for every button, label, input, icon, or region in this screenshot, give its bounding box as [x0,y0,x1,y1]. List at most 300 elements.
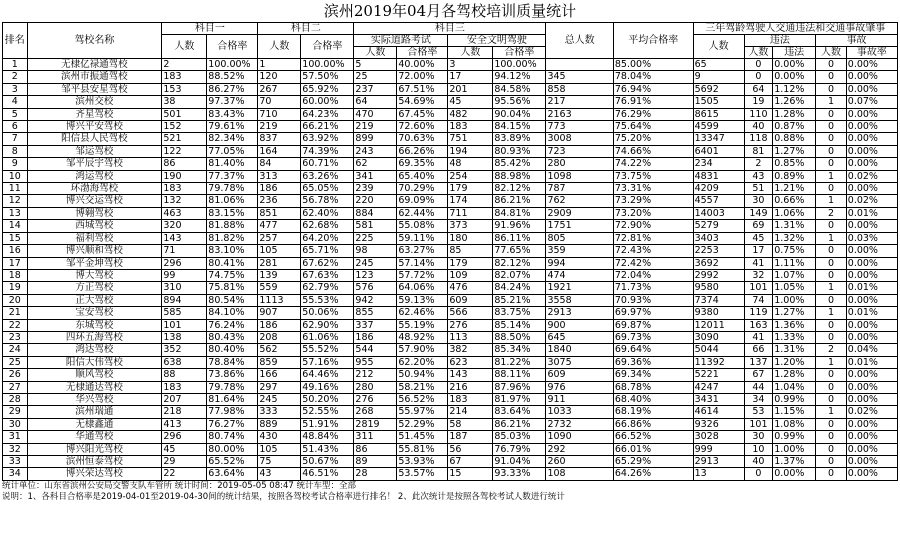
table-cell: 7 [3,133,28,145]
table-cell: 0.02% [846,195,897,207]
table-cell: 0.99% [773,393,816,405]
table-cell: 31 [3,431,28,443]
table-cell: 851 [258,207,301,219]
table-cell: 1.04% [773,381,816,393]
table-cell: 90.04% [493,108,546,120]
table-cell: 85.34% [493,344,546,356]
table-cell: 1751 [546,220,613,232]
table-cell: 186 [258,183,301,195]
table-cell: 53.93% [397,456,448,468]
table-cell: 滨州市振通驾校 [27,71,162,83]
table-cell: 69 [744,220,773,232]
table-cell: 68.40% [613,393,693,405]
table-cell: 85.03% [493,431,546,443]
table-cell: 62.90% [301,319,354,331]
table-cell: 73.20% [613,207,693,219]
table-cell: 64.46% [301,369,354,381]
table-cell: 62.79% [301,282,354,294]
table-cell: 67 [448,456,493,468]
table-cell: 55.97% [397,406,448,418]
table-cell: 267 [258,83,301,95]
table-cell: 81.06% [207,195,258,207]
table-cell: 234 [693,158,744,170]
table-cell: 310 [162,282,207,294]
table-cell: 84.15% [493,121,546,133]
table-cell: 10 [3,170,28,182]
table-cell: 3431 [693,393,744,405]
table-cell: 225 [354,232,397,244]
table-cell: 79.78% [207,183,258,195]
table-cell: 2 [162,59,207,71]
table-row [3,195,898,207]
table-cell: 34 [744,393,773,405]
table-cell: 0.00% [846,245,897,257]
table-cell: 81.97% [493,393,546,405]
table-cell: 899 [354,133,397,145]
table-cell: 187 [448,431,493,443]
table-cell: 1.15% [773,406,816,418]
table-cell: 100.00% [493,59,546,71]
table-cell: 0 [816,59,847,71]
table-cell: 29 [3,406,28,418]
table-cell: 85 [448,245,493,257]
table-cell [546,59,613,71]
table-cell: 94.12% [493,71,546,83]
table-cell: 正大驾校 [27,294,162,306]
header-s1-count: 人数 [162,35,207,59]
table-cell: 5044 [693,344,744,356]
table-cell: 74.75% [207,269,258,281]
table-cell: 88.52% [207,71,258,83]
table-cell: 17 [744,245,773,257]
table-cell: 56.52% [397,393,448,405]
table-cell: 183 [162,71,207,83]
table-cell: 559 [258,282,301,294]
table-cell: 福利驾校 [27,232,162,244]
table-cell: 83.10% [207,245,258,257]
table-cell: 859 [258,356,301,368]
table-cell: 1.32% [773,232,816,244]
table-cell: 65.29% [613,456,693,468]
table-cell: 0.00% [846,121,897,133]
table-cell: 79.78% [207,381,258,393]
table-cell: 101 [744,282,773,294]
table-cell: 80.93% [493,145,546,157]
table-cell: 82.34% [207,133,258,145]
table-cell: 88.11% [493,369,546,381]
table-cell: 81.64% [207,393,258,405]
table-cell: 66.21% [301,121,354,133]
table-cell: 91.96% [493,220,546,232]
table-cell: 359 [546,245,613,257]
table-cell: 337 [354,319,397,331]
table-cell: 70 [258,96,301,108]
table-cell: 4831 [693,170,744,182]
table-cell: 581 [354,220,397,232]
table-row [3,96,898,108]
table-cell: 900 [546,319,613,331]
table-cell: 55.81% [397,443,448,455]
table-cell: 69.36% [613,356,693,368]
table-cell: 73.75% [613,170,693,182]
table-cell: 0 [816,369,847,381]
table-cell: 72.42% [613,257,693,269]
table-cell: 63.92% [301,133,354,145]
table-cell: 1.27% [773,307,816,319]
table-cell: 143 [162,232,207,244]
table-cell: 183 [448,121,493,133]
table-cell: 243 [354,145,397,157]
table-cell: 239 [354,183,397,195]
table-cell: 81.82% [207,232,258,244]
table-row [3,121,898,133]
table-row [3,381,898,393]
table-cell: 83.43% [207,108,258,120]
table-cell: 博兴交运驾校 [27,195,162,207]
table-cell: 0.00% [846,257,897,269]
table-cell: 63.27% [397,245,448,257]
table-cell: 1.26% [773,96,816,108]
table-cell: 9380 [693,307,744,319]
table-cell: 166 [258,369,301,381]
table-cell: 50.67% [301,456,354,468]
table-row [3,183,898,195]
table-cell: 15 [448,468,493,480]
table-cell: 65.40% [397,170,448,182]
table-cell: 9 [3,158,28,170]
table-cell: 186 [258,319,301,331]
table-row [3,331,898,343]
header-subject2: 科目二 [258,23,354,35]
table-cell: 1090 [546,431,613,443]
table-cell: 2913 [693,456,744,468]
table-cell: 66.01% [613,443,693,455]
table-cell: 76.27% [207,418,258,430]
header-safe-count: 人数 [448,47,493,59]
table-cell: 152 [162,121,207,133]
table-cell: 0.00% [846,418,897,430]
table-cell: 1.00% [773,294,816,306]
table-cell: 0.00% [846,71,897,83]
header-s2-rate: 合格率 [301,35,354,59]
table-row [3,207,898,219]
table-cell: 98 [354,245,397,257]
table-cell: 521 [162,133,207,145]
table-cell: 62.44% [397,207,448,219]
table-cell: 153 [162,83,207,95]
table-cell: 65.05% [301,183,354,195]
table-cell: 80.00% [207,443,258,455]
table-cell: 0.02% [846,406,897,418]
table-cell: 999 [693,443,744,455]
table-cell: 894 [162,294,207,306]
table-cell: 67.51% [397,83,448,95]
table-cell: 1 [816,170,847,182]
table-cell: 787 [546,183,613,195]
table-cell: 1.21% [773,183,816,195]
table-cell: 76.29% [613,108,693,120]
table-cell: 80.40% [207,344,258,356]
table-cell: 855 [354,307,397,319]
table-cell: 11392 [693,356,744,368]
table-cell: 74.39% [301,145,354,157]
table-cell: 48.84% [301,431,354,443]
table-cell: 12 [3,195,28,207]
table-cell: 0 [816,245,847,257]
table-cell: 19 [3,282,28,294]
table-cell: 858 [546,83,613,95]
table-cell: 0.00% [846,145,897,157]
table-cell: 70.63% [397,133,448,145]
header-safe-driving: 安全文明驾驶 [448,35,546,47]
header-violation-count: 人数 [744,47,773,59]
table-cell: 博兴阳光驾校 [27,443,162,455]
table-cell: 0.00% [846,319,897,331]
table-cell: 7374 [693,294,744,306]
table-row [3,418,898,430]
table-cell: 1.31% [773,344,816,356]
table-cell: 45 [744,232,773,244]
table-cell: 57.14% [397,257,448,269]
table-cell: 无棣通达驾校 [27,381,162,393]
table-cell: 0.00% [846,331,897,343]
table-cell: 0.00% [773,59,816,71]
table-cell: 976 [546,381,613,393]
table-cell: 773 [546,121,613,133]
header-road-rate: 合格率 [397,47,448,59]
table-cell: 1 [816,307,847,319]
table-cell: 65.92% [301,83,354,95]
table-cell: 2732 [546,418,613,430]
table-cell: 3 [448,59,493,71]
table-cell: 75 [258,456,301,468]
table-cell: 68.19% [613,406,693,418]
table-cell: 73.86% [207,369,258,381]
table-cell: 207 [162,393,207,405]
table-cell: 219 [258,121,301,133]
table-cell: 66.26% [397,145,448,157]
table-cell: 81.22% [493,356,546,368]
table-cell: 87.96% [493,381,546,393]
table-cell: 0.00% [846,269,897,281]
table-cell: 1 [816,96,847,108]
table-cell: 75.20% [613,133,693,145]
table-cell: 51.45% [397,431,448,443]
table-cell: 21 [3,307,28,319]
table-cell: 25 [354,71,397,83]
table-cell: 72.43% [613,245,693,257]
table-cell: 5 [354,59,397,71]
table-cell: 55.52% [301,344,354,356]
table-cell: 70.29% [397,183,448,195]
table-cell: 143 [448,369,493,381]
table-cell: 60.00% [301,96,354,108]
table-cell: 0.00% [846,294,897,306]
table-cell: 214 [448,406,493,418]
table-cell: 9580 [693,282,744,294]
table-cell: 5692 [693,83,744,95]
table-cell: 0.00% [846,431,897,443]
table-cell: 0.01% [846,207,897,219]
table-cell: 0.00% [846,381,897,393]
table-cell: 66 [744,344,773,356]
header-total-count: 总人数 [546,23,613,59]
header-avg-pass-rate: 平均合格率 [613,23,693,59]
table-cell: 62.40% [301,207,354,219]
table-cell: 华通驾校 [27,431,162,443]
table-cell: 97.37% [207,96,258,108]
table-cell: 1.28% [773,108,816,120]
table-cell: 15 [3,232,28,244]
table-cell: 62.46% [397,307,448,319]
table-cell: 566 [448,307,493,319]
table-row [3,245,898,257]
table-cell: 101 [744,418,773,430]
table-cell: 66.86% [613,418,693,430]
table-cell: 49.16% [301,381,354,393]
table-cell: 43 [744,170,773,182]
table-cell: 2163 [546,108,613,120]
table-row [3,468,898,480]
table-cell: 0 [816,257,847,269]
table-cell: 10 [744,443,773,455]
table-cell: 55.19% [397,319,448,331]
header-violation: 违法 [744,35,816,47]
table-cell: 292 [546,443,613,455]
table-cell: 216 [448,381,493,393]
table-cell: 24 [3,344,28,356]
table-cell: 1.20% [773,356,816,368]
table-cell: 220 [354,195,397,207]
table-cell: 889 [258,418,301,430]
table-cell: 邹平金坤驾校 [27,257,162,269]
table-cell: 123 [354,269,397,281]
table-cell: 276 [354,393,397,405]
table-cell: 333 [258,406,301,418]
table-cell: 77.37% [207,170,258,182]
table-row [3,257,898,269]
table-cell: 2253 [693,245,744,257]
table-cell: 0 [744,71,773,83]
table-cell: 0.85% [773,158,816,170]
table-cell: 75.64% [613,121,693,133]
table-cell: 13347 [693,133,744,145]
table-cell: 623 [448,356,493,368]
table-cell: 76.79% [493,443,546,455]
table-cell: 84.10% [207,307,258,319]
table-cell: 105 [258,245,301,257]
table-cell: 28 [354,468,397,480]
table-cell: 27 [3,381,28,393]
table-cell: 84.81% [493,207,546,219]
table-cell: 609 [448,294,493,306]
table-cell: 11 [3,183,28,195]
table-cell: 1 [3,59,28,71]
table-cell: 83.75% [493,307,546,319]
table-cell: 50.06% [301,307,354,319]
table-cell: 76.24% [207,319,258,331]
table-cell: 62.20% [397,356,448,368]
table-cell: 57.90% [397,344,448,356]
table-row [3,406,898,418]
table-cell: 1 [258,59,301,71]
table-cell: 29 [162,456,207,468]
table-cell: 65.52% [207,456,258,468]
table-cell: 66.52% [613,431,693,443]
table-cell: 638 [162,356,207,368]
table-cell: 884 [354,207,397,219]
table-cell: 69.35% [397,158,448,170]
table-cell: 430 [258,431,301,443]
table-cell: 311 [354,431,397,443]
table-cell: 0.02% [846,170,897,182]
table-cell: 34 [3,468,28,480]
table-cell: 0.00% [846,59,897,71]
table-cell: 82.07% [493,269,546,281]
table-cell: 0.00% [773,468,816,480]
table-cell: 80.74% [207,431,258,443]
table-cell: 53.57% [397,468,448,480]
table-cell: 1113 [258,294,301,306]
table-cell: 85.21% [493,294,546,306]
table-cell: 30 [3,418,28,430]
table-cell: 118 [744,133,773,145]
table-cell: 1.33% [773,331,816,343]
table-cell: 1.07% [773,269,816,281]
table-cell: 78.04% [613,71,693,83]
table-cell: 67.63% [301,269,354,281]
table-cell: 59.11% [397,232,448,244]
table-cell: 1033 [546,406,613,418]
table-cell: 48 [448,158,493,170]
table-cell: 博兴平安驾校 [27,121,162,133]
table-row [3,344,898,356]
table-cell: 138 [162,331,207,343]
table-cell: 3090 [693,331,744,343]
table-cell: 110 [744,108,773,120]
table-cell: 61.06% [301,331,354,343]
table-cell: 86.21% [493,418,546,430]
table-cell: 463 [162,207,207,219]
table-cell: 99 [162,269,207,281]
table-cell: 4614 [693,406,744,418]
table-cell: 59.13% [397,294,448,306]
table-cell: 55.53% [301,294,354,306]
table-cell: 33 [3,456,28,468]
table-cell: 119 [744,307,773,319]
table-cell: 373 [448,220,493,232]
table-cell: 3008 [546,133,613,145]
table-cell: 85.42% [493,158,546,170]
table-cell: 0 [816,294,847,306]
table-cell: 217 [546,96,613,108]
table-cell: 72.90% [613,220,693,232]
table-cell: 71 [162,245,207,257]
table-cell: 93.33% [493,468,546,480]
table-cell: 64.23% [301,108,354,120]
table-cell: 179 [448,257,493,269]
header-ty-count: 人数 [693,35,744,59]
table-cell: 0.00% [846,468,897,480]
table-cell: 64 [354,96,397,108]
table-cell: 86 [162,158,207,170]
table-cell: 3075 [546,356,613,368]
table-cell: 13 [693,468,744,480]
table-cell: 西城驾校 [27,220,162,232]
table-cell: 45 [162,443,207,455]
table-cell: 71.73% [613,282,693,294]
table-cell: 1 [816,282,847,294]
